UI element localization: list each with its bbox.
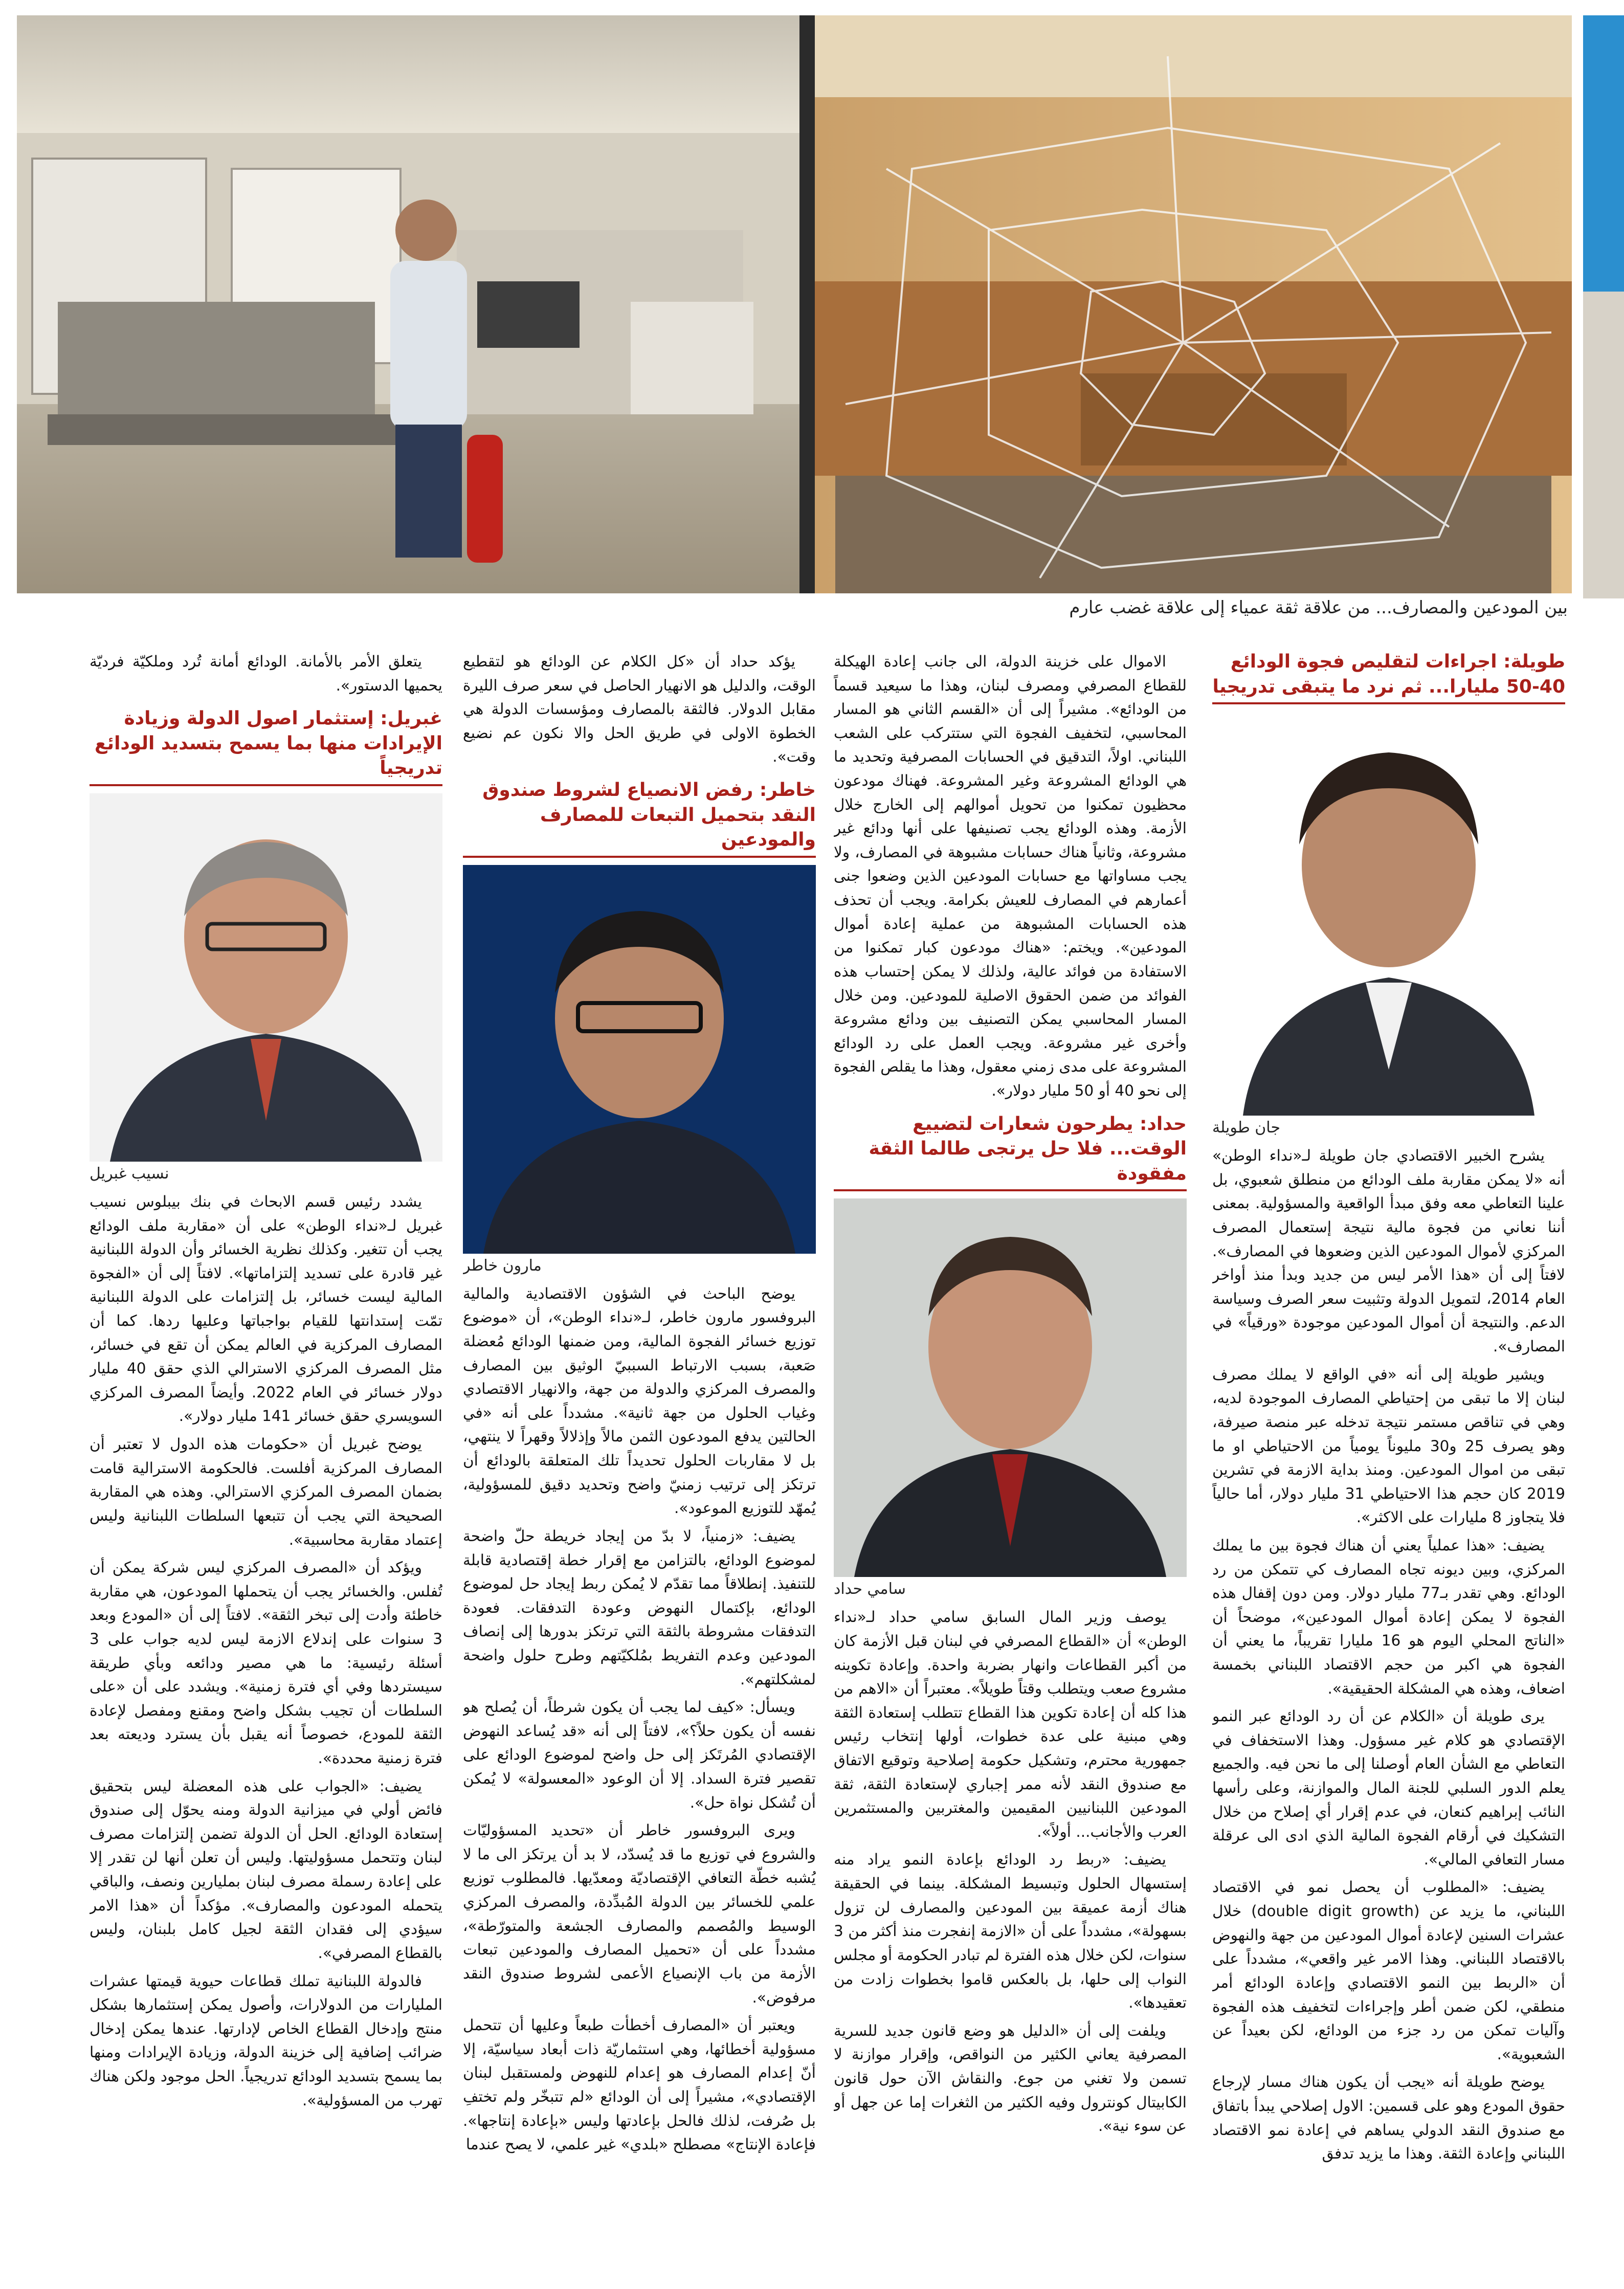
portrait-haddad <box>834 1198 1187 1577</box>
caption-ghobril: نسيب غبريل <box>90 1165 169 1183</box>
paragraph: ويعتبر أن «المصارف أخطأت طبعاً وعليها أن تتحمل مسؤولية أخطائها، وهي استثماريّة ذات أبعاد سياسيّة، إلا أنّ إعدام المصارف هو إعدام للنهوض ولمستقبل لبنان الإقتصادي»، مشيراً إلى أن الودائع «لم تتبخّر ولم تختفِ بل صُرفت، لذلك فالحل بإعادتها وليس «بإعادة إنتاجها». فإعادة الإنتاج» مصطلح «بلدي» غير علمي، لا يصح عندما <box>463 2016 816 2153</box>
body-khater <box>463 1282 816 2157</box>
headline-ghobril: غبريل: إستثمار اصول الدولة وزيادة الإيرادات منها بما يسمح بتسديد الودائع تدريجياً <box>90 706 442 786</box>
page-edge-strip <box>1583 292 1624 598</box>
paragraph: ويرى البروفسور خاطر أن «تحديد المسؤوليّات والشروع في توزيع ما قد يُسدّد، لا بد أن يرتكز الى ما لا يُشبه خطّة التعافي الإقتصاديّة ومعدّيها. فالمطلوب توزيع علمي للخسائر بين الدولة المُبدِّدة، والمصرف المركزي الوسيط والمُصمم والمصارف الجشعة والمتورّطة»، مشدداً على أن «تحميل المصارف والمودعين تبعات الأزمة من باب الإنصياع الأعمى لشروط صندوق النقد مرفوض». <box>463 1821 816 2006</box>
portrait-illustration <box>463 865 816 1254</box>
page-edge-tab <box>1583 15 1624 292</box>
bank-branch-photo <box>17 15 1572 593</box>
hero-caption: بين المودعين والمصارف... من علاقة ثقة عمياء إلى علاقة غضب عارم <box>1069 597 1568 618</box>
paragraph: يضيف: «هذا عملياً يعني أن هناك فجوة بين ما يملك المركزي، وبين ديونه تجاه المصارف كي تتمكن من رد الودائع. وهي تقدر بـ77 مليار دولار. ومن دون إقفال هذه الفجوة لا يمكن إعادة أموال المودعين»، موضحاً أن «الناتج المحلي اليوم هو 16 مليارا تقريباً، ما يعني أن الفجوة هي اكبر من حجم الاقتصاد اللبناني بخمسة اضعاف، وهذه هي المشكلة الحقيقية». <box>1212 1536 1565 1697</box>
paragraph: يؤكد حداد أن «كل الكلام عن الودائع هو لتقطيع الوقت، والدليل هو الانهيار الحاصل في سعر صرف الليرة مقابل الدولار. فالثقة بالمصارف ومؤسسات الدولة هي الخطوة الاولى في طريق الحل والا نكون عم نضيع وقت». <box>463 653 816 766</box>
headline-haddad: حداد: يطرحون شعارات لتضييع الوقت... فلا حل يرتجى طالما الثقة مفقودة <box>834 1112 1187 1192</box>
paragraph: يوضح غبريل أن «حكومات هذه الدول لا تعتبر أن المصارف المركزية أفلست. فالحكومة الاسترالية قامت بضمان المصرف المركزي الاسترالي. وهذه هي المقاربة الصحيحة التي يجب أن تتبعها السلطات اللبنانية وليس إعتماد مقاربة محاسبية». <box>90 1435 442 1548</box>
body-haddad <box>834 1605 1187 2138</box>
body-tawile <box>1212 1144 1565 2166</box>
paragraph: ويؤكد أن «المصرف المركزي ليس شركة يمكن أن تُفلس. والخسائر يجب أن يتحملها المودعون، هي مقاربة خاطئة وأدت إلى تبخر الثقة». لافتاً إلى أن «المودع وبعد 3 سنوات على إندلاع الازمة ليس لديه جواب على 3 أسئلة رئيسية: ما هي مصير ودائعه وبأي طريقة سيستردها وفي أي فترة زمنية». ويشدد على أن «على السلطات أن تجيب بشكل واضح ومقنع ومفصل لإعادة الثقة للمودع، خصوصاً أنه يقبل بأن يسترد وديعته بعد فترة زمنية محددة». <box>90 1559 442 1767</box>
body-tawile-continued <box>834 650 1187 1103</box>
paragraph: فالدولة اللبنانية تملك قطاعات حيوية قيمتها عشرات المليارات من الدولارات، وأصول يمكن إستثمارها بشكل منتج وإدخال القطاع الخاص لإدارتها. عندها يمكن إدخال ضرائب إضافية إلى خزينة الدولة، وزيادة الإيرادات ومنها بما يسمح بتسديد الودائع تدريجياً. الحل موجود ولكن هناك تهرب من المسؤولية». <box>90 1972 442 2109</box>
body-ghobril <box>90 1190 442 2112</box>
column-khater <box>463 650 816 2269</box>
paragraph: يضيف: «ربط رد الودائع بإعادة النمو يراد منه إستسهال الحلول وتبسيط المشكلة. بينما في الحقيقة هناك أزمة عميقة بين المودعين والمصارف لن تزول بسهولة»، مشدداً على أن «الازمة إنفجرت منذ أكثر من 3 سنوات، لكن خلال هذه الفترة لم تبادر الحكومة أو مجلس النواب إلى حلها، بل بالعكس قاموا بخطوات زادت من تعقيدها». <box>834 1851 1187 2012</box>
caption-tawile: جان طويلة <box>1212 1119 1280 1137</box>
paragraph: يرى طويلة أن «الكلام عن أن رد الودائع عبر النمو الإقتصادي هو كلام غير مسؤول. وهذا الاستخفاف في التعاطي مع الشأن العام أوصلنا إلى ما نحن فيه. والجميع يعلم الدور السلبي للجنة المال والموازنة، وعلى رأسها النائب إبراهيم كنعان، في عدم إقرار أي إصلاح من خلال التشكيك في أرقام الفجوة المالية الذي ادى الى عرقلة مسار التعافي المالي». <box>1212 1707 1565 1868</box>
column-haddad <box>834 650 1187 2269</box>
headline-khater: خاطر: رفض الانصياع لشروط صندوق النقد بتحميل التبعات للمصارف والمودعين <box>463 778 816 858</box>
paragraph: ويلفت إلى أن «الدليل هو وضع قانون جديد للسرية المصرفية يعاني الكثير من النواقص، وإقرار موازنة لا تسمن ولا تغني من جوع. والنقاش الآن حول قانون الكابيتال كونترول وفيه الكثير من الثغرات إما عن جهل أو عن سوء نية». <box>834 2021 1187 2135</box>
paragraph: يتعلق الأمر بالأمانة. الودائع أمانة تُرد وملكيّة فرديّة يحميها الدستور». <box>90 653 442 694</box>
paragraph: يضيف: «الجواب على هذه المعضلة ليس بتحقيق فائض أولي في ميزانية الدولة ومنه يحوّل إلى صندوق إستعادة الودائع. الحل أن الدولة تضمن إلتزامات مصرف لبنان وتتحمل مسؤوليتها. وليس أن تعلن أنها لن تقدر إلا على إعادة رسملة مصرف لبنان بمليارين ونصف، والباقي يتحمله المودعون والمصارف». مؤكداً أن «هذا الامر سيؤدي إلى فقدان الثقة لجيل كامل بلبنان، وليس بالقطاع المصرفي». <box>90 1777 442 1962</box>
portrait-khater <box>463 865 816 1254</box>
paragraph: يشدد رئيس قسم الابحاث في بنك بيبلوس نسيب غبريل لـ«نداء الوطن» على أن «مقاربة ملف الودائع يجب أن تتغير. وكذلك نظرية الخسائر وأن الدولة اللبنانية غير قادرة على تسديد إلتزاماتها». لافتاً إلى أن «الفجوة المالية ليست خسائر، بل إلتزامات على الدولة اللبنانية تمّت إستدانتها للقيام بواجباتها وعليها ردها. كما أن المصارف المركزية في العالم يمكن أن تقع في خسائر، مثل المصرف المركزي الاسترالي الذي حقق 40 مليار دولار خسائر في العام 2022. وأيضاً المصرف المركزي السويسري حقق خسائر 141 مليار دولار». <box>90 1193 442 1425</box>
caption-khater: مارون خاطر <box>463 1256 542 1275</box>
column-ghobril <box>90 650 442 2269</box>
paragraph: ويسأل: «كيف لما يجب أن يكون شرطاً، أن يُصلح هو نفسه أن يكون حلاً؟»، لافتاً إلى أنه «قد يُساعد النهوض الإقتصادي المُرتَكز إلى حل واضح لموضوع الودائع على تقصير فترة السداد. إلا أن الوعود «المعسولة» لا يُمكن أن تُشكل نواة حل». <box>463 1698 816 1811</box>
portrait-illustration <box>1212 712 1565 1116</box>
column-tawile <box>1212 650 1565 2269</box>
paragraph: يوضح الباحث في الشؤون الاقتصادية والمالية البروفسور مارون خاطر، لـ«نداء الوطن»، أن «موضوع توزيع خسائر الفجوة المالية، ومن ضمنها الودائع مُعضلة صَعبة، بسبب الارتباط السببيّ الوثيق بين المصارف والمصرف المركزي والدولة من جهة، والانهيار الاقتصادي وغياب الحلول من جهة ثانية». مشدداً على أنه «في الحالتين يدفع المودعون الثمن مالاً وإذلالاً وقهراً لا ينتهي، بل لا مقاربات الحلول تحديداً تلك المتعلقة بالودائع أن ترتكز إلى ترتيب زمنيّ واضح وتحديد دقيق للمسؤولية، يُمهّد للتوزيع الموعود». <box>463 1284 816 1517</box>
portrait-ghobril <box>90 793 442 1162</box>
portrait-illustration <box>834 1198 1187 1577</box>
paragraph: يوضح طويلة أنه «يجب أن يكون هناك مسار لإرجاع حقوق المودع وهو على قسمين: الاول إصلاحي يبدأ باتفاق مع صندوق النقد الدولي يساهم في إعادة نمو الاقتصاد اللبناني وإعادة الثقة. وهذا ما يزيد تدفق <box>1212 2073 1565 2163</box>
paragraph: يضيف: «المطلوب أن يحصل نمو في الاقتصاد اللبناني، ما يزيد عن (double digit growth) خلال عشرات السنين لإعادة أموال المودعين من جهة والنهوض بالاقتصاد اللبناني. وهذا الامر غير واقعي»، مشدداً على أن «الربط بين النمو الاقتصادي وإعادة الودائع أمر منطقي، لكن ضمن أطر وإجراءات لتخفيف هذه الفجوة وآليات تمكن من رد جزء من الودائع، لكن بعيداً عن الشعبوية». <box>1212 1878 1565 2063</box>
paragraph: يوصف وزير المال السابق سامي حداد لـ«نداء الوطن» أن «القطاع المصرفي في لبنان قبل الأزمة كان من أكبر القطاعات وانهار بضربة واحدة. وإعادة تكوينه مشروع صعب ويتطلب وقتاً طويلاً». معتبراً أن «الاهم من هذا كله أن إعادة تكوين هذا القطاع تتطلب إستعادة الثقة وهي مبنية على عدة خطوات، أولها إنتخاب رئيس جمهورية محترم، وتشكيل حكومة إصلاحية وتوقيع الاتفاق مع صندوق النقد لأنه ممر إجباري لإستعادة الثقة، ثقة المودعين اللبنانيين المقيمين والمغتربين والمستثمرين العرب والأجانب... أولاً». <box>834 1608 1187 1840</box>
paragraph: يضيف: «زمنياً، لا بدّ من إيجاد خريطة حلّ واضحة لموضوع الودائع، بالتزامن مع إقرار خطة إقتصادية قابلة للتنفيذ. إنطلاقاً مما تقدّم لا يُمكن ربط إيجاد حل لموضوع الودائع، بإكتمال النهوض وعودة التدفقات. فعودة التدفقات مشروطة بالثقة التي ترتكز بدورها إلى إنصاف المودعين وعدم التفريط بمُلكيّتهم وطرح حلول واضحة لمشكلتهم». <box>463 1527 816 1688</box>
bank-interior-illustration <box>17 15 1572 593</box>
portrait-tawile <box>1212 712 1565 1116</box>
paragraph: يشرح الخبير الاقتصادي جان طويلة لـ«نداء الوطن» أنه «لا يمكن مقاربة ملف الودائع من منطلق شعبوي، بل علينا التعاطي معه وفق مبدأ الواقعية والمسؤولية. بمعنى أننا نعاني من فجوة مالية نتيجة إستعمال المصرف المركزي لأموال المودعين الذين وضعوها في المصارف». لافتاً إلى أن «هذا الأمر ليس من جديد وبدأ منذ أواخر العام 2014، لتمويل الدولة وتثبيت سعر الصرف وسياسة الدعم. والنتيجة أن أموال المودعين موجودة «ورقياً» في المصارف». <box>1212 1147 1565 1355</box>
body-haddad-continued <box>463 650 816 769</box>
paragraph: ويشير طويلة إلى أنه «في الواقع لا يملك مصرف لبنان إلا ما تبقى من إحتياطي المصارف الموجودة لديه، وهي في تناقص مستمر نتيجة تدخله عبر منصة صيرفة، وهو يصرف 25 و30 مليوناً يومياً من الاحتياطي او ما تبقى من اموال المودعين. ومنذ بداية الازمة في تشرين 2019 كان حجم هذا الاحتياطي 31 مليار دولار، أما حالياً فلا يتجاوز 8 مليارات على الاكثر». <box>1212 1365 1565 1526</box>
caption-haddad: سامي حداد <box>834 1580 906 1598</box>
paragraph: الاموال على خزينة الدولة، الى جانب إعادة الهيكلة للقطاع المصرفي ومصرف لبنان، وهذا ما سيعيد قسماً من الودائع». مشيراً إلى أن «القسم الثاني هو المسار المحاسبي، لتخفيف الفجوة التي ستتركب على الشعب اللبناني. اولاً، التدقيق في الحسابات المصرفية وتحديد ما هي الودائع المشروعة وغير المشروعة. فهناك مودعون محظيون تمكنوا من تحويل أموالهم إلى الخارج خلال الأزمة. وهذه الودائع يجب تصنيفها على أنها ودائع غير مشروعة، وثانياً هناك حسابات مشبوهة في المصارف، ولا يجب مساواتها مع حسابات المودعين الذين وضعوا جنى أعمارهم في المصارف للعيش بكرامة. ويجب أن تحذف هذه الحسابات المشبوهة من عملية إعادة أموال المودعين». ويختم: «هناك مودعون كبار تمكنوا من الاستفادة من فوائد عالية، ولذلك لا يمكن إحتساب هذه الفوائد من ضمن الحقوق الاصلية للمودعين. ومن خلال المسار المحاسبي يمكن التصنيف بين ودائع مشروعة وأخرى غير مشروعة. ويجب العمل على رد الودائع المشروعة على مدى زمني معقول، وهذا ما يقلص الفجوة إلى نحو 40 أو 50 مليار دولار». <box>834 653 1187 1099</box>
body-khater-continued <box>90 650 442 697</box>
portrait-illustration <box>90 793 442 1162</box>
headline-tawile: طويلة: اجراءات لتقليص فجوة الودائع 40-50 مليارا... ثم نرد ما يتبقى تدريجيا <box>1212 650 1565 704</box>
